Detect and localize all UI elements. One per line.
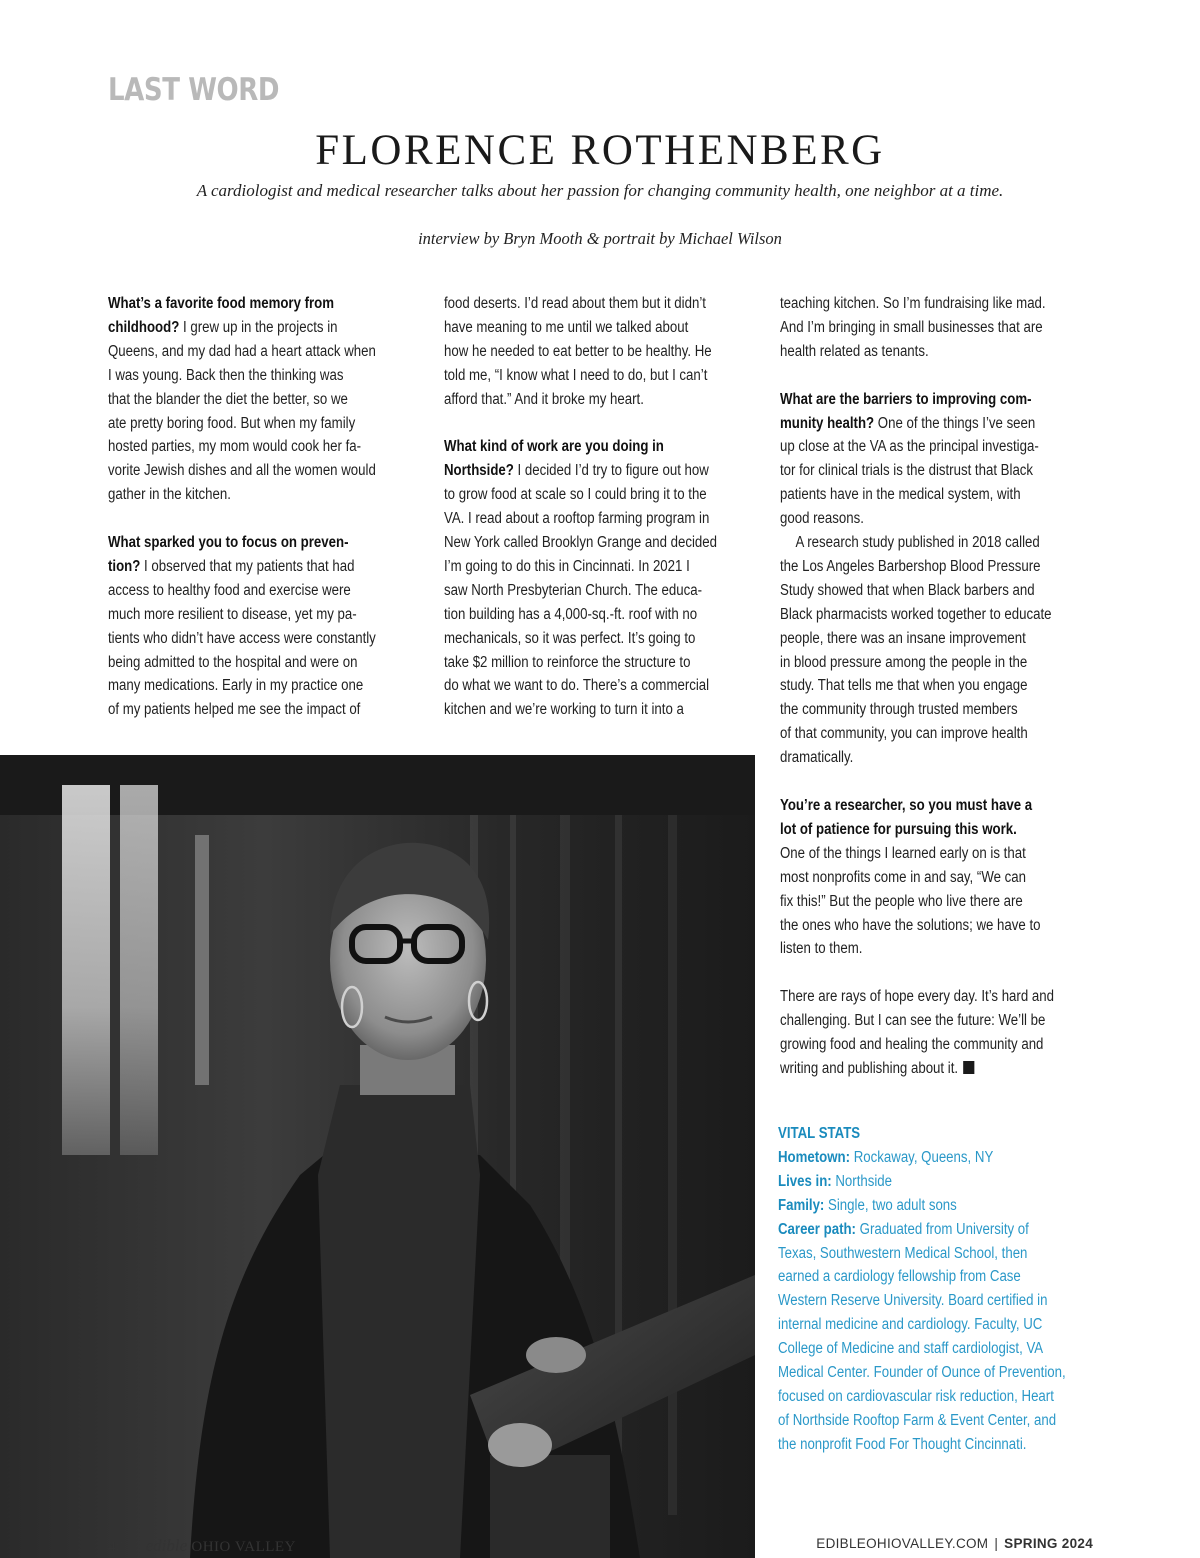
text-line: health related as tenants. [780,342,929,360]
text-line: I was young. Back then the thinking was [108,366,344,384]
text-line: One of the things I learned early on is that [780,844,1026,862]
portrait-photo [0,755,755,1558]
question: What’s a favorite food memory from [108,295,335,312]
stat-value-line: the nonprofit Food For Thought Cincinnati. [778,1435,1027,1453]
stat-value: Single, two adult sons [824,1196,957,1214]
text-line: And I’m bringing in small businesses that are [780,318,1043,336]
text-line: hosted parties, my mom would cook her fa- [108,438,362,456]
text-line: tor for clinical trials is the distrust that Black [780,462,1034,480]
text-line: do what we want to do. There’s a commercial [444,677,710,695]
text-line: in blood pressure among the people in the [780,653,1028,671]
question: What sparked you to focus on preven- [108,534,349,552]
text-line: ate pretty boring food. But when my family [108,414,356,432]
footer-left [108,1536,296,1556]
text-line: writing and publishing about it. [780,1059,959,1077]
text-line: fix this!” But the people who live there are [780,892,1023,910]
stat-label: Family: [778,1196,825,1214]
text-line: the community through trusted members [780,701,1018,719]
publication-name: OHIO VALLEY [187,1539,296,1555]
text-line: listen to them. [780,940,863,958]
text-line: Black pharmacists worked together to educate [780,605,1052,623]
question: munity health? [780,414,875,432]
stat-label: Hometown: [778,1148,851,1166]
text-line: food deserts. I’d read about them but it didn’t [444,295,706,312]
question: Northside? [444,462,514,480]
text-line: VA. I read about a rooftop farming program in [444,510,710,528]
article-column-3 [780,292,1100,1081]
stat-value: Northside [831,1172,893,1190]
text-line: I’m going to do this in Cincinnati. In 2021 I [444,557,690,575]
text-line: take $2 million to reinforce the structure to [444,653,691,671]
headline: FLORENCE ROTHENBERG [315,127,885,174]
issue-season: SPRING 2024 [1004,1536,1093,1551]
question: What are the barriers to improving com- [780,390,1032,408]
text-line: dramatically. [780,749,854,767]
stat-value-line: Medical Center. Founder of Ounce of Prevention, [778,1364,1066,1382]
text-line: access to healthy food and exercise were [108,581,351,599]
footer-right [816,1536,1093,1551]
text-line: being admitted to the hospital and were on [108,653,358,671]
vital-stats-box [778,1122,1108,1457]
answer-text: I grew up in the projects in [179,318,338,336]
publication-name-italic: edible [145,1536,188,1555]
text-line: of that community, you can improve health [780,725,1028,743]
text-line: kitchen and we’re working to turn it into a [444,701,684,719]
text-line: that the blander the diet the better, so we [108,390,348,408]
answer-text: I observed that my patients that had [140,557,355,575]
stat-label: Career path: [778,1220,856,1238]
question: childhood? [108,318,180,336]
stat-value-line: College of Medicine and staff cardiologist, VA [778,1340,1044,1358]
text-line: patients have in the medical system, with [780,486,1021,504]
stat-value-line: focused on cardiovascular risk reduction, Heart [778,1387,1054,1405]
text-line: A research study published in 2018 called [795,534,1040,552]
text-line: many medications. Early in my practice one [108,677,364,695]
answer-text: One of the things I’ve seen [874,414,1036,432]
text-line: There are rays of hope every day. It’s hard and [780,988,1054,1006]
question: What kind of work are you doing in [444,438,664,456]
text-line: tients who didn’t have access were constantly [108,629,376,647]
page-number: 48 [108,1538,124,1554]
text-line: people, there was an insane improvement [780,629,1026,647]
text-line: Queens, and my dad had a heart attack when [108,342,376,360]
text-line: teaching kitchen. So I’m fundraising like mad. [780,295,1046,312]
text-line: the ones who have the solutions; we have to [780,916,1041,934]
text-line: to grow food at scale so I could bring it to the [444,486,707,504]
stat-value-line: internal medicine and cardiology. Faculty, UC [778,1316,1043,1334]
text-line: mechanicals, so it was perfect. It’s going to [444,629,696,647]
dek: A cardiologist and medical researcher talks about her passion for changing community health, one neighbor at a time. [196,181,1004,200]
text-line: up close at the VA as the principal investiga- [780,438,1039,456]
end-mark-icon [963,1061,974,1074]
text-line: study. That tells me that when you engage [780,677,1028,695]
text-line: saw North Presbyterian Church. The educa- [444,581,702,599]
question: lot of patience for pursuing this work. [780,820,1017,838]
vital-stats-title: VITAL STATS [778,1125,861,1142]
stat-label: Lives in: [778,1172,832,1190]
text-line: New York called Brooklyn Grange and decided [444,534,717,552]
text-line: gather in the kitchen. [108,486,231,504]
text-line: challenging. But I can see the future: We’ll be [780,1012,1046,1030]
article-column-2 [444,292,764,722]
text-line: afford that.” And it broke my heart. [444,390,644,408]
text-line: vorite Jewish dishes and all the women would [108,462,376,480]
stat-value-line: Western Reserve University. Board certified in [778,1292,1048,1310]
stat-value: Rockaway, Queens, NY [850,1148,994,1166]
footer-separator: | [994,1536,999,1551]
question: You’re a researcher, so you must have a [780,797,1033,814]
stat-value-line: earned a cardiology fellowship from Case [778,1268,1021,1286]
byline: interview by Bryn Mooth & portrait by Michael Wilson [418,229,782,248]
text-line: most nonprofits come in and say, “We can [780,868,1026,886]
text-line: the Los Angeles Barbershop Blood Pressure [780,557,1041,575]
text-line: have meaning to me until we talked about [444,318,689,336]
text-line: told me, “I know what I need to do, but I can’t [444,366,708,384]
text-line: much more resilient to disease, yet my pa- [108,605,357,623]
text-line: tion building has a 4,000-sq.-ft. roof with no [444,605,698,623]
text-line: good reasons. [780,510,864,528]
section-label: LAST WORD [108,72,280,108]
website: EDIBLEOHIOVALLEY.COM [816,1536,989,1551]
stat-value-line: Texas, Southwestern Medical School, then [778,1244,1028,1262]
text-line: how he needed to eat better to be healthy. He [444,342,712,360]
article-column-1 [108,292,428,722]
stat-value-line: of Northside Rooftop Farm & Event Center, and [778,1411,1057,1429]
question: tion? [108,557,141,575]
text-line: Study showed that when Black barbers and [780,581,1035,599]
text-line: growing food and healing the community and [780,1036,1044,1054]
answer-text: I decided I’d try to figure out how [513,462,709,480]
text-line: of my patients helped me see the impact of [108,701,361,719]
stat-value: Graduated from University of [855,1220,1029,1238]
